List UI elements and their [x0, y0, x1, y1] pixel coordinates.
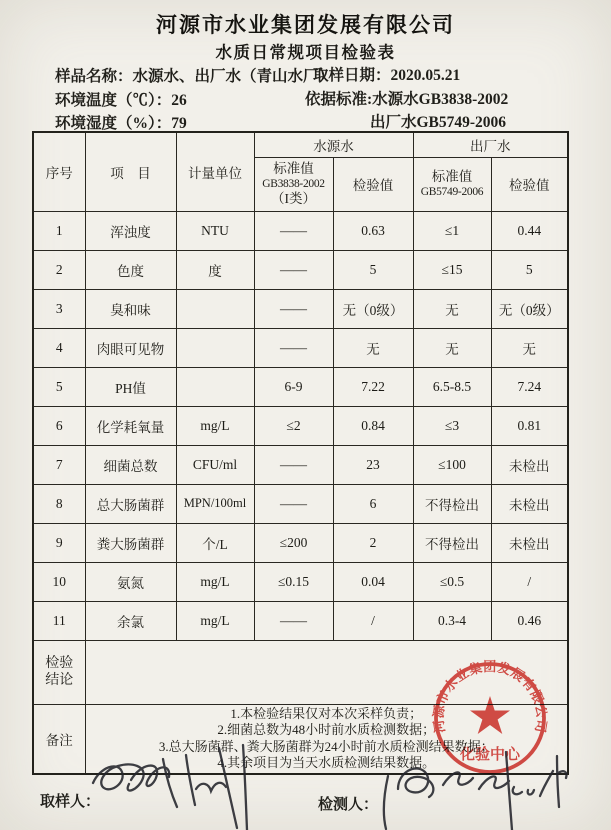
row-item: 臭和味 [85, 289, 176, 328]
conclusion-label-line2: 结论 [45, 673, 74, 688]
row-outlet-value: 0.81 [491, 406, 568, 445]
row-unit [176, 289, 254, 328]
remark-line: 4.其余项目为当天水质检测结果数据。 [217, 755, 436, 771]
row-outlet-standard: ≤0.5 [413, 562, 491, 601]
conclusion-label [33, 640, 85, 704]
row-item: 浑浊度 [85, 211, 176, 250]
row-unit [176, 367, 254, 406]
row-no: 7 [33, 445, 85, 484]
row-source-standard: —— [254, 328, 333, 367]
table-row [33, 484, 568, 523]
row-outlet-standard: 无 [413, 289, 491, 328]
row-unit: NTU [176, 211, 254, 250]
row-unit: 度 [176, 250, 254, 289]
row-unit: mg/L [176, 562, 254, 601]
standard-source-line [305, 87, 508, 109]
row-source-value: 23 [333, 445, 413, 484]
row-outlet-standard: 不得检出 [413, 484, 491, 523]
env-humidity-value: 79 [171, 115, 187, 132]
table-row [33, 289, 568, 328]
remark-line: 1.本检验结果仅对本次采样负责； [230, 705, 423, 721]
row-outlet-standard: ≤1 [413, 211, 491, 250]
row-outlet-standard: ≤3 [413, 406, 491, 445]
row-source-standard: —— [254, 250, 333, 289]
seal-center-label: 化验中心 [459, 746, 521, 763]
row-item: PH值 [85, 367, 176, 406]
sample-name-label: 样品名称： [55, 68, 133, 85]
sampling-date-label: 取样日期： [313, 67, 391, 84]
sample-name-line [55, 64, 334, 86]
company-seal [431, 659, 549, 777]
outlet-standard-line1: 标准值 [431, 169, 473, 184]
row-source-standard: —— [254, 445, 333, 484]
col-header-source-standard [254, 157, 333, 211]
standard-label: 依据标准: [305, 91, 373, 108]
doc-title: 水质日常规项目检验表 [215, 44, 396, 62]
row-outlet-standard: 0.3-4 [413, 601, 491, 640]
row-source-standard: —— [254, 211, 333, 250]
remarks-label: 备注 [33, 704, 85, 774]
sampler-label: 取样人： [40, 794, 101, 810]
row-item: 氨氮 [85, 562, 176, 601]
row-item: 总大肠菌群 [85, 484, 176, 523]
row-source-standard: —— [254, 289, 333, 328]
row-item: 色度 [85, 250, 176, 289]
standard-source-value: 水源水GB3838-2002 [372, 91, 509, 108]
row-no: 8 [33, 484, 85, 523]
row-outlet-standard: 无 [413, 328, 491, 367]
row-source-value: 无 [333, 328, 413, 367]
row-no: 4 [33, 328, 85, 367]
col-header-item: 项 目 [85, 132, 176, 211]
row-unit: mg/L [176, 406, 254, 445]
seal-ring-text: 河源市水业集团发展有限公司 [431, 659, 549, 735]
col-group-outlet-water: 出厂水 [413, 132, 568, 157]
remark-line: 3.总大肠菌群、粪大肠菌群为24小时前水质检测结果数据； [158, 738, 494, 754]
col-header-no: 序号 [33, 132, 85, 211]
row-source-standard: —— [254, 484, 333, 523]
row-source-standard: ≤2 [254, 406, 333, 445]
row-source-value: 2 [333, 523, 413, 562]
row-source-value: 7.22 [333, 367, 413, 406]
row-no: 2 [33, 250, 85, 289]
row-source-value: / [333, 601, 413, 640]
row-outlet-value: 无（0级） [491, 289, 568, 328]
col-header-outlet-testvalue: 检验值 [491, 157, 568, 211]
env-temperature-label: 环境温度（℃）： [55, 92, 172, 109]
row-outlet-value: / [491, 562, 568, 601]
table-row [33, 367, 568, 406]
source-standard-line1: 标准值 [273, 161, 314, 176]
row-unit: MPN/100ml [176, 484, 254, 523]
table-row [33, 562, 568, 601]
row-no: 5 [33, 367, 85, 406]
row-source-value: 0.63 [333, 211, 413, 250]
row-item: 肉眼可见物 [85, 328, 176, 367]
table-row [33, 250, 568, 289]
standard-outlet-line [370, 110, 506, 132]
row-source-value: 6 [333, 484, 413, 523]
remark-line: 2.细菌总数为48小时前水质检测数据； [217, 722, 436, 738]
row-no: 1 [33, 211, 85, 250]
row-no: 6 [33, 406, 85, 445]
table-row [33, 211, 568, 250]
row-source-standard: —— [254, 601, 333, 640]
row-unit: 个/L [176, 523, 254, 562]
table-row [33, 601, 568, 640]
row-outlet-value: 无 [491, 328, 568, 367]
table-row [33, 328, 568, 367]
col-group-source-water: 水源水 [254, 132, 413, 157]
col-header-source-testvalue: 检验值 [333, 157, 413, 211]
col-header-outlet-standard [413, 157, 491, 211]
row-unit [176, 328, 254, 367]
row-source-standard: ≤0.15 [254, 562, 333, 601]
col-header-unit: 计量单位 [176, 132, 254, 211]
sampling-date-value: 2020.05.21 [390, 67, 461, 84]
row-outlet-value: 0.44 [491, 211, 568, 250]
row-outlet-standard: ≤15 [413, 250, 491, 289]
env-temperature-value: 26 [171, 92, 187, 109]
standard-outlet-value: 出厂水GB5749-2006 [370, 114, 507, 131]
source-standard-line3: （I类） [271, 191, 316, 206]
row-no: 11 [33, 601, 85, 640]
row-item: 粪大肠菌群 [85, 523, 176, 562]
row-source-value: 无（0级） [333, 289, 413, 328]
row-no: 9 [33, 523, 85, 562]
env-humidity-line [55, 111, 187, 133]
tester-label: 检测人： [318, 797, 379, 813]
row-unit: CFU/ml [176, 445, 254, 484]
row-source-value: 0.04 [333, 562, 413, 601]
seal-star-icon [470, 696, 510, 734]
row-item: 化学耗氧量 [85, 406, 176, 445]
sample-name-value: 水源水、出厂水（青山水厂） [132, 68, 335, 85]
row-outlet-value: 7.24 [491, 367, 568, 406]
row-item: 细菌总数 [85, 445, 176, 484]
table-row [33, 406, 568, 445]
sampling-date-line [313, 63, 460, 85]
row-outlet-value: 未检出 [491, 484, 568, 523]
row-outlet-value: 未检出 [491, 523, 568, 562]
source-standard-line2: GB3838-2002 [262, 178, 325, 190]
row-source-standard: ≤200 [254, 523, 333, 562]
row-outlet-value: 未检出 [491, 445, 568, 484]
table-row [33, 445, 568, 484]
row-source-value: 0.84 [333, 406, 413, 445]
row-no: 10 [33, 562, 85, 601]
row-outlet-value: 5 [491, 250, 568, 289]
env-humidity-label: 环境湿度（%）： [55, 115, 172, 132]
outlet-standard-line2: GB5749-2006 [420, 186, 484, 198]
conclusion-label-line1: 检验 [45, 656, 74, 671]
table-row [33, 523, 568, 562]
row-unit: mg/L [176, 601, 254, 640]
row-source-value: 5 [333, 250, 413, 289]
row-outlet-standard: 不得检出 [413, 523, 491, 562]
company-title: 河源市水业集团发展有限公司 [156, 14, 455, 37]
row-item: 余氯 [85, 601, 176, 640]
row-source-standard: 6-9 [254, 367, 333, 406]
env-temperature-line [55, 88, 187, 110]
row-no: 3 [33, 289, 85, 328]
row-outlet-standard: ≤100 [413, 445, 491, 484]
row-outlet-value: 0.46 [491, 601, 568, 640]
row-outlet-standard: 6.5-8.5 [413, 367, 491, 406]
